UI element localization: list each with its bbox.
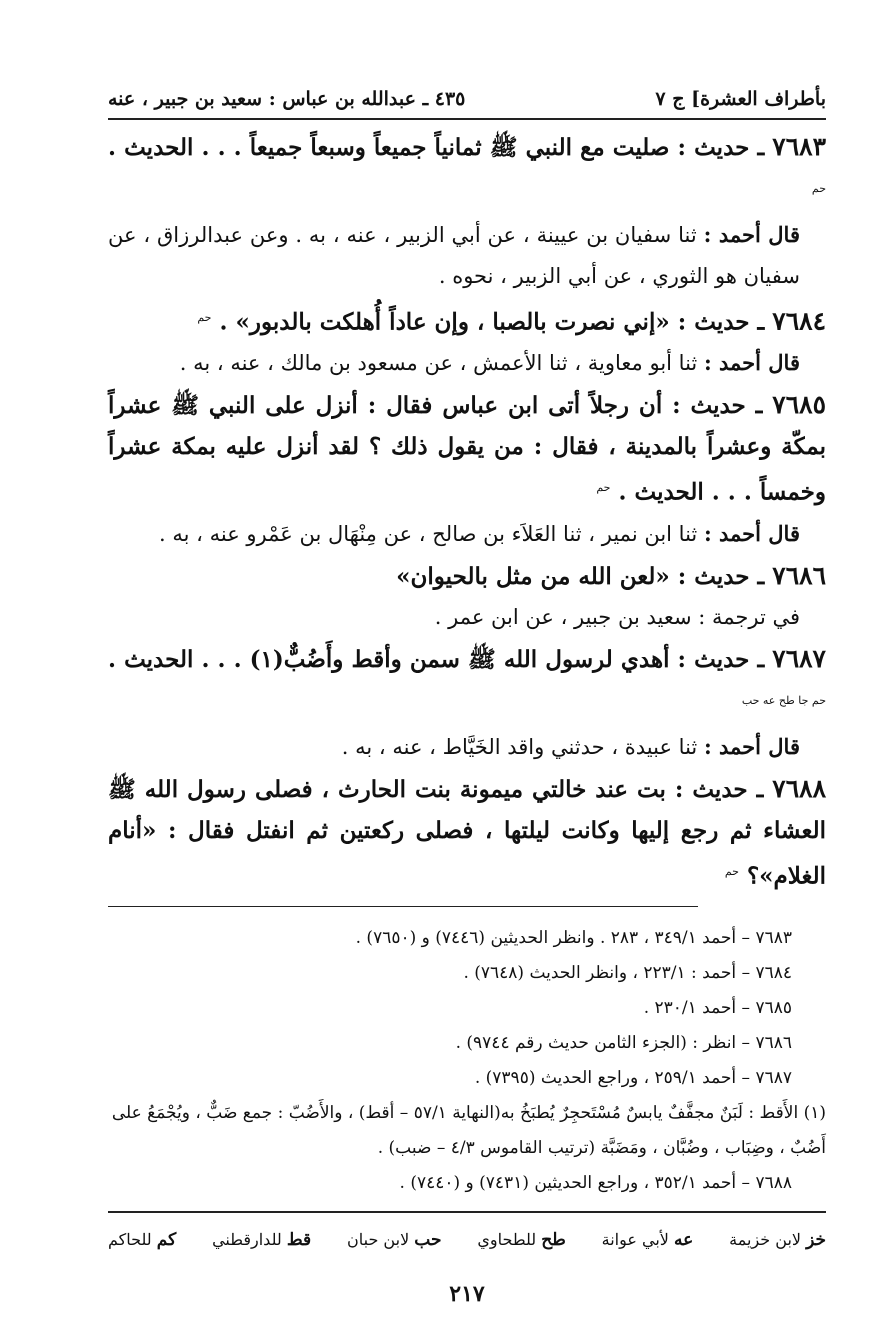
- hadith-text: أهدي لرسول الله ﷺ سمن وأقط وأَضُبٌّ(١) . . . الحديث .: [108, 645, 670, 673]
- hadith-7687: [108, 638, 826, 726]
- hadith-label: ـ حديث :: [662, 392, 773, 420]
- header-left: ٤٣٥ ـ عبدالله بن عباس : سعيد بن جبير ، عنه: [108, 88, 466, 110]
- chain-7685: [108, 513, 826, 555]
- hadith-label: ـ حديث :: [669, 308, 773, 336]
- hadith-number: ٧٦٨٣: [772, 132, 826, 161]
- source-symbol: حم: [596, 481, 611, 495]
- chain-7684: [108, 342, 826, 384]
- page-number: ٢١٧: [449, 1281, 485, 1308]
- abbr-item: طح للطحاوي: [477, 1230, 566, 1251]
- chain-lead: قال أحمد :: [703, 350, 800, 376]
- page: [108, 70, 826, 1307]
- abbr-item: حب لابن حبان: [347, 1230, 442, 1251]
- chain-lead: قال أحمد :: [703, 221, 800, 247]
- running-header: [108, 70, 826, 118]
- abbr-item: قط للدارقطني: [212, 1230, 312, 1251]
- chain-text: ثنا أبو معاوية ، ثنا الأعمش ، عن مسعود بن مالك ، عنه ، به .: [179, 351, 704, 376]
- abbr-item: كم للحاكم: [108, 1230, 177, 1251]
- cross-reference: [108, 597, 826, 638]
- hadith-7684: [108, 297, 826, 343]
- hadith-text: «إني نصرت بالصبا ، وإن عاداً أُهلكت بالدبور» .: [219, 308, 670, 336]
- abbr-item: خز لابن خزيمة: [729, 1230, 826, 1251]
- source-symbol: حم: [811, 182, 826, 195]
- chain-text: ثنا عبيدة ، حدثني واقد الخَيَّاط ، عنه ، به .: [341, 734, 704, 759]
- footnote: ٧٦٨٥ – أحمد ٢٣٠/١ .: [643, 998, 792, 1019]
- hadith-text: بت عند خالتي ميمونة بنت الحارث ، فصلى رسول الله ﷺ العشاء ثم رجع إليها وكانت ليلتها ، فصلى ركعتين ثم انفتل فقال : «أنام الغلام»؟: [108, 775, 826, 890]
- hadith-label: ـ حديث :: [665, 775, 773, 803]
- footnotes: [108, 907, 826, 1201]
- hadith-7686: [108, 555, 826, 597]
- footnote: ٧٦٨٤ – أحمد : ٢٢٣/١ ، وانظر الحديث (٧٦٤٨) .: [463, 963, 792, 984]
- footnote: ٧٦٨٧ – أحمد ٢٥٩/١ ، وراجع الحديث (٧٣٩٥) .: [474, 1068, 792, 1089]
- hadith-number: ٧٦٨٥: [772, 390, 826, 420]
- hadith-7683: [108, 126, 826, 214]
- hadith-label: ـ حديث :: [669, 134, 773, 161]
- chain-lead: قال أحمد :: [703, 520, 800, 546]
- cross-reference-text: في ترجمة : سعيد بن جبير ، عن ابن عمر .: [434, 604, 800, 629]
- hadith-7685: [108, 384, 826, 513]
- hadith-7688: [108, 768, 826, 897]
- footnote: ٧٦٨٣ – أحمد ٣٤٩/١ ، ٢٨٣ . وانظر الحديثين (٧٤٤٦) و (٧٦٥٠) .: [355, 928, 792, 949]
- chain-7683: [108, 214, 826, 297]
- main-text: [108, 120, 826, 896]
- source-symbol: حم: [724, 864, 739, 878]
- abbr-item: عه لأبي عوانة: [601, 1230, 694, 1251]
- hadith-number: ٧٦٨٨: [772, 773, 826, 803]
- hadith-number: ٧٦٨٤: [772, 306, 826, 336]
- source-symbol: حم: [197, 310, 212, 324]
- chain-lead: قال أحمد :: [703, 733, 800, 759]
- header-right: بأطراف العشرة] ج ٧: [655, 88, 826, 110]
- footnote: ٧٦٨٦ – انظر : (الجزء الثامن حديث رقم ٩٧٤٤) .: [455, 1033, 792, 1054]
- source-symbol: حم جا طح عه حب: [741, 693, 826, 707]
- abbreviations-key: [108, 1213, 826, 1257]
- hadith-label: ـ حديث :: [669, 562, 773, 590]
- hadith-text: «لعن الله من مثل بالحيوان»: [396, 562, 670, 590]
- hadith-text: أن رجلاً أتى ابن عباس فقال : أنزل على النبي ﷺ عشراً بمكّة وعشراً بالمدينة ، فقال : من يقول ذلك ؟ لقد أنزل عليه بمكة عشراً وخمساً . . . الحديث .: [108, 392, 826, 506]
- hadith-number: ٧٦٨٧: [772, 643, 826, 673]
- footnote-gloss: (١) الأَقط : لَبَنٌ مجفَّفٌ يابسٌ مُسْتَحجِرٌ يُطبَخُ به(النهاية ٥٧/١ – أقط) ، والأَضُبّ : جمع ضَبٌّ ، ويُجْمَعُ على أَضُبٌ ، وضِبَاب ، وضُبَّان ، ومَضَبَّة (ترتيب القاموس ٤/٣ – ضبب) .: [111, 1103, 826, 1159]
- hadith-number: ٧٦٨٦: [772, 560, 826, 590]
- chain-text: ثنا ابن نمير ، ثنا العَلاَء بن صالح ، عن مِنْهَال بن عَمْرو عنه ، به .: [159, 521, 704, 546]
- hadith-label: ـ حديث :: [669, 645, 773, 673]
- footnote: ٧٦٨٨ – أحمد ٣٥٢/١ ، وراجع الحديثين (٧٤٣١) و (٧٤٤٠) .: [399, 1173, 792, 1194]
- hadith-text: صليت مع النبي ﷺ ثمانياً جميعاً وسبعاً جميعاً . . . الحديث .: [108, 134, 670, 161]
- chain-text: ثنا سفيان بن عيينة ، عن أبي الزبير ، عنه ، به . وعن عبدالرزاق ، عن سفيان هو الثوري ، عن أبي الزبير ، نحوه .: [108, 222, 800, 288]
- chain-7687: [108, 726, 826, 768]
